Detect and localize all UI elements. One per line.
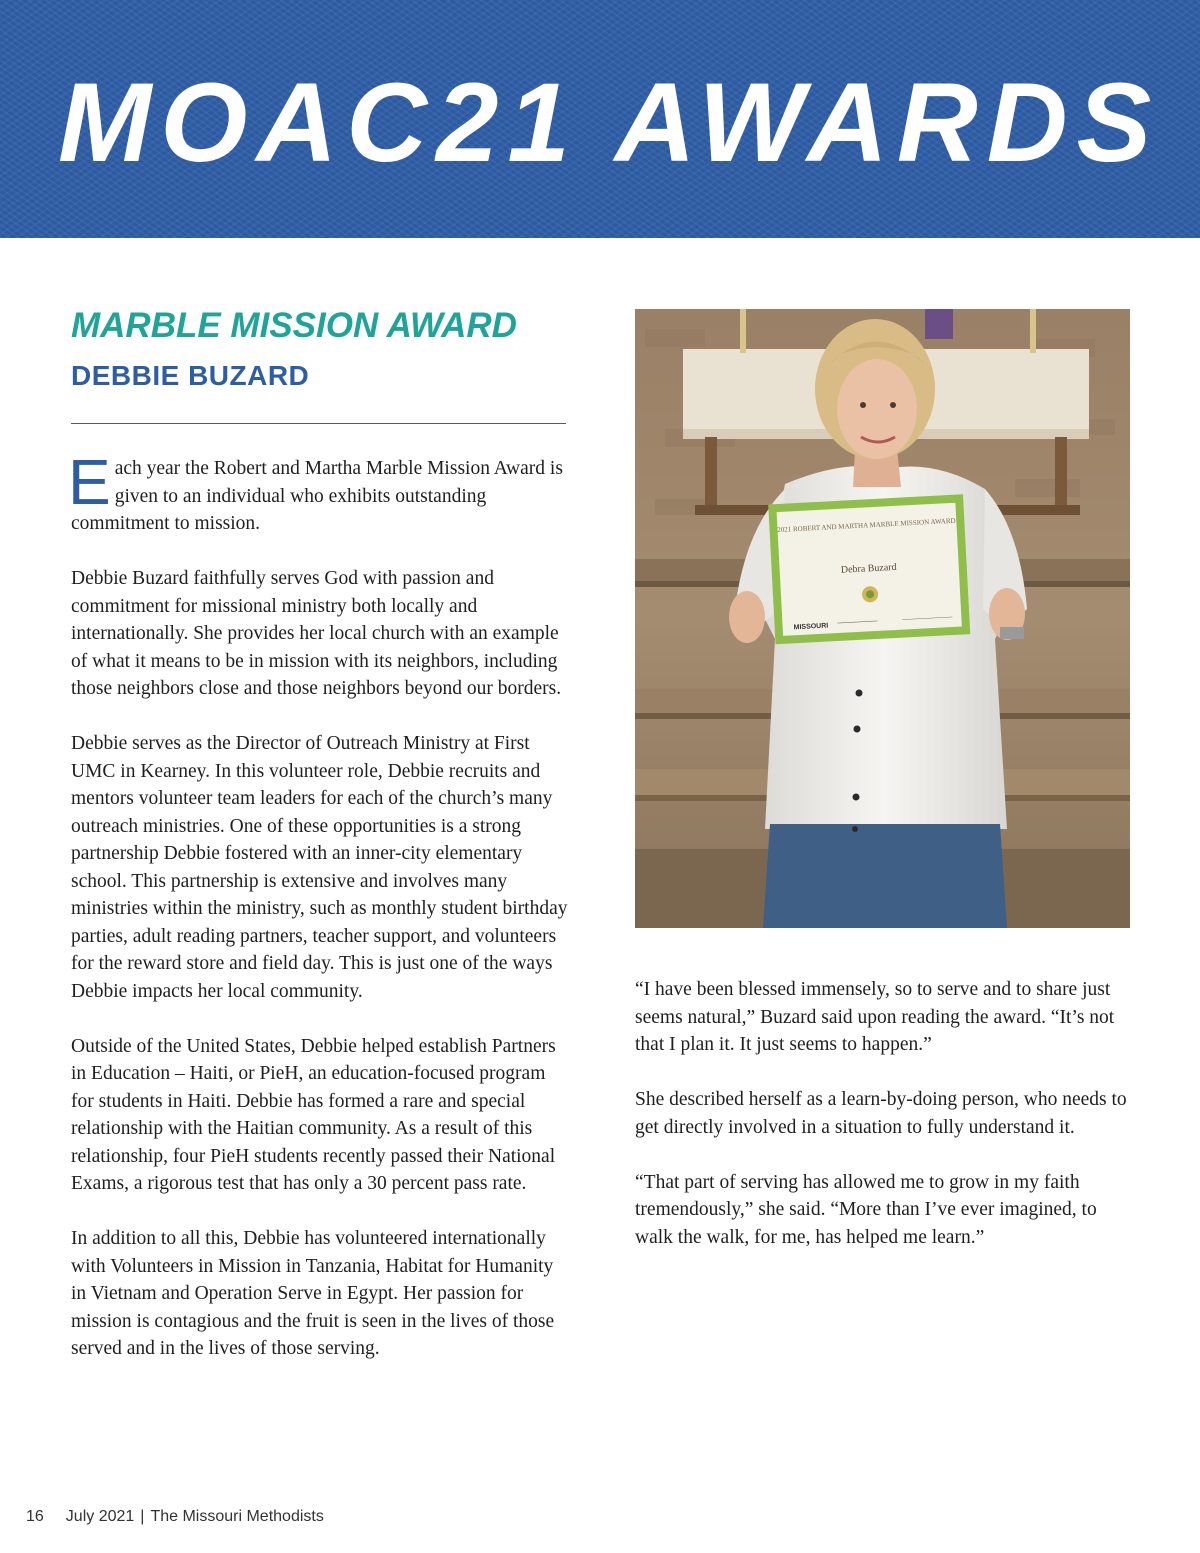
- banner-title: MOAC21 AWARDS: [58, 60, 1161, 185]
- photo-illustration: [635, 309, 1130, 928]
- section-divider: [71, 423, 566, 424]
- article-paragraph: Debbie serves as the Director of Outreach Ministry at First UMC in Kearney. In this volunteer role, Debbie recruits and mentors volunteer team leaders for each of the church’s many outreach ministries. One of these opportunities is a strong partnership Debbie fostered with an inner-city elementary school. This partnership is extensive and involves many ministries within the ministry, such as monthly student birthday parties, adult reading partners, teacher support, and volunteers for the reward store and field day. This is just one of the ways Debbie impacts her local community.: [71, 733, 568, 1002]
- certificate-logo: MISSOURI: [793, 622, 829, 632]
- footer-separator: |: [140, 1508, 145, 1525]
- article-paragraph: Outside of the United States, Debbie helped establish Partners in Education – Haiti, or PieH, an education-focused program for students in Haiti. Debbie has formed a rare and special relationship with the Haitian community. As a result of this relationship, four PieH students recently passed their National Exams, a rigorous test that has only a 30 percent pass rate.: [71, 1035, 556, 1194]
- recipient-name: DEBBIE BUZARD: [71, 360, 310, 391]
- certificate-heading: 2021 ROBERT AND MARTHA MARBLE MISSION AWARD: [777, 516, 956, 535]
- article-paragraph: [68, 446, 571, 538]
- paragraph-text: ach year the Robert and Martha Marble Mission Award is given to an individual who exhibits outstanding commitment to mission.: [71, 458, 563, 534]
- drop-cap: E: [68, 446, 111, 518]
- page-footer: [26, 1507, 324, 1527]
- certificate-name: Debra Buzard: [840, 561, 897, 576]
- article-paragraph: In addition to all this, Debbie has volunteered internationally with Volunteers in Mission in Tanzania, Habitat for Humanity in Vietnam and Operation Serve in Egypt. Her passion for mission is contagious and the fruit is seen in the lives of those served and in the lives of those serving.: [71, 1228, 555, 1359]
- article-left-column: [68, 446, 571, 1390]
- award-photo: [635, 309, 1130, 928]
- article-paragraph: She described herself as a learn-by-doing person, who needs to get directly involved in a situation to fully understand it.: [635, 1089, 1127, 1138]
- header-banner: [0, 0, 1200, 238]
- quote-paragraph: “I have been blessed immensely, so to serve and to share just seems natural,” Buzard said upon reading the award. “It’s not that I plan it. It just seems to happen.”: [635, 979, 1115, 1055]
- publication-name: The Missouri Methodists: [150, 1508, 324, 1525]
- issue-date: July 2021: [65, 1508, 135, 1525]
- article-right-column: [635, 976, 1135, 1279]
- award-title: MARBLE MISSION AWARD: [71, 306, 517, 345]
- page-number: 16: [26, 1508, 44, 1525]
- article-paragraph: Debbie Buzard faithfully serves God with passion and commitment for missional ministry both locally and internationally. She provides her local church with an example of what it means to be in mission with its neighbors, including those neighbors close and those neighbors beyond our borders.: [71, 568, 562, 699]
- quote-paragraph: “That part of serving has allowed me to grow in my faith tremendously,” she said. “More than I’ve ever imagined, to walk the walk, for me, has helped me learn.”: [635, 1171, 1097, 1248]
